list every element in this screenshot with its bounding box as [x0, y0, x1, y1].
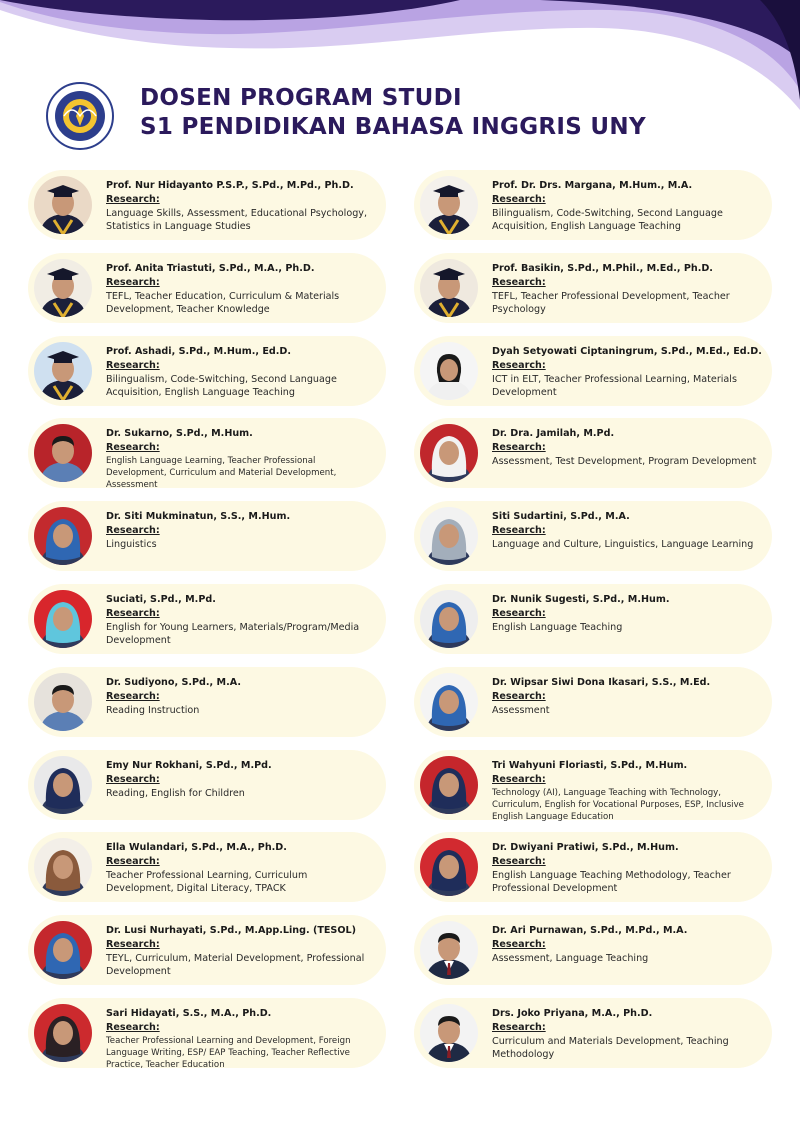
- lecturer-info: [106, 510, 374, 551]
- lecturer-card: [414, 915, 772, 985]
- lecturer-info: [106, 924, 374, 978]
- lecturer-photo: [420, 838, 478, 896]
- lecturer-card: [28, 750, 386, 820]
- lecturer-info: [106, 345, 374, 399]
- research-text: Reading, English for Children: [106, 787, 245, 799]
- lecturer-photo: [34, 673, 92, 731]
- lecturer-photo: [34, 838, 92, 896]
- lecturer-info: [492, 841, 760, 895]
- lecturer-name: Dr. Nunik Sugesti, S.Pd., M.Hum.: [492, 594, 670, 605]
- lecturer-photo: [34, 921, 92, 979]
- research-label: Research:: [106, 939, 160, 951]
- lecturer-name: Suciati, S.Pd., M.Pd.: [106, 594, 216, 605]
- lecturer-card: [414, 667, 772, 737]
- research-text: Assessment, Test Development, Program Development: [492, 456, 757, 468]
- page-title: [140, 84, 646, 142]
- lecturer-card: [414, 501, 772, 571]
- research-label: Research:: [106, 525, 160, 537]
- lecturer-photo: [420, 259, 478, 317]
- lecturer-name: Prof. Basikin, S.Pd., M.Phil., M.Ed., Ph.D.: [492, 262, 713, 274]
- research-text: Assessment, Language Teaching: [492, 953, 649, 965]
- research-label: Research:: [492, 773, 546, 785]
- research-label: Research:: [106, 856, 160, 868]
- lecturer-photo: [34, 1004, 92, 1062]
- research-text: Language Skills, Assessment, Educational Psychology, Statistics in Language Studies: [106, 208, 368, 232]
- research-text: Technology (AI), Language Teaching with Technology, Curriculum, English for Vocational Purposes, ESP, Inclusive English Language Education: [492, 787, 744, 822]
- lecturer-name: Dr. Dra. Jamilah, M.Pd.: [492, 428, 615, 440]
- lecturer-info: [106, 593, 374, 647]
- lecturer-card: [414, 584, 772, 654]
- research-text: Curriculum and Materials Development, Teaching Methodology: [492, 1036, 729, 1060]
- lecturer-name: Dr. Siti Mukminatun, S.S., M.Hum.: [106, 511, 291, 523]
- research-label: Research:: [106, 1022, 160, 1033]
- title-line-2: S1 PENDIDIKAN BAHASA INGGRIS UNY: [140, 114, 646, 140]
- research-text: Assessment: [492, 704, 550, 716]
- lecturer-name: Drs. Joko Priyana, M.A., Ph.D.: [492, 1008, 653, 1019]
- lecturer-card: [28, 832, 386, 902]
- lecturer-photo: [34, 424, 92, 482]
- lecturer-card: [414, 832, 772, 902]
- research-label: Research:: [492, 276, 546, 288]
- lecturer-photo: [420, 507, 478, 565]
- lecturer-card: [28, 667, 386, 737]
- lecturer-info: [106, 841, 374, 895]
- lecturer-photo: [420, 424, 478, 482]
- lecturer-name: Prof. Ashadi, S.Pd., M.Hum., Ed.D.: [106, 345, 291, 357]
- lecturer-card: [28, 501, 386, 571]
- research-text: TEFL, Teacher Education, Curriculum & Materials Development, Teacher Knowledge: [106, 290, 340, 315]
- research-text: Teacher Professional Learning, Curriculum Development, Digital Literacy, TPACK: [106, 870, 308, 895]
- research-label: Research:: [492, 194, 546, 205]
- lecturer-card: [28, 170, 386, 240]
- research-text: Reading Instruction: [106, 704, 200, 716]
- research-text: English Language Teaching: [492, 622, 623, 633]
- lecturer-name: Dr. Lusi Nurhayati, S.Pd., M.App.Ling. (TESOL): [106, 925, 356, 937]
- lecturer-name: Dyah Setyowati Ciptaningrum, S.Pd., M.Ed., Ed.D.: [492, 345, 762, 357]
- lecturer-card: [414, 170, 772, 240]
- lecturer-photo: [420, 921, 478, 979]
- research-text: Language and Culture, Linguistics, Language Learning: [492, 539, 754, 551]
- lecturer-name: Dr. Sudiyono, S.Pd., M.A.: [106, 676, 241, 688]
- research-label: Research:: [492, 359, 546, 371]
- lecturer-name: Sari Hidayati, S.S., M.A., Ph.D.: [106, 1008, 272, 1019]
- research-label: Research:: [106, 773, 160, 785]
- lecturer-name: Prof. Dr. Drs. Margana, M.Hum., M.A.: [492, 180, 693, 191]
- lecturer-photo: [34, 590, 92, 648]
- lecturer-info: [106, 759, 374, 800]
- lecturer-card: [28, 336, 386, 406]
- lecturer-photo: [420, 590, 478, 648]
- lecturer-name: Dr. Dwiyani Pratiwi, S.Pd., M.Hum.: [492, 842, 679, 854]
- research-label: Research:: [106, 359, 160, 371]
- research-label: Research:: [106, 608, 160, 619]
- research-label: Research:: [492, 690, 546, 702]
- lecturer-info: [492, 924, 760, 965]
- university-seal-icon: [46, 82, 114, 150]
- lecturer-info: [106, 1007, 374, 1071]
- research-text: English Language Teaching Methodology, Teacher Professional Development: [492, 870, 731, 895]
- lecturer-photo: [420, 176, 478, 234]
- lecturer-card: [28, 584, 386, 654]
- lecturer-info: [492, 510, 760, 551]
- lecturer-photo: [34, 507, 92, 565]
- lecturer-info: [106, 676, 374, 717]
- lecturer-info: [492, 427, 760, 468]
- lecturer-info: [106, 262, 374, 316]
- lecturer-info: [492, 262, 760, 316]
- lecturer-card: [28, 915, 386, 985]
- lecturer-name: Siti Sudartini, S.Pd., M.A.: [492, 511, 630, 523]
- research-text: Linguistics: [106, 539, 157, 551]
- lecturer-card: [414, 998, 772, 1068]
- research-text: TEFL, Teacher Professional Development, Teacher Psychology: [492, 290, 730, 315]
- research-text: Bilingualism, Code-Switching, Second Language Acquisition, English Language Teaching: [106, 373, 337, 398]
- lecturer-info: [492, 345, 760, 399]
- lecturer-card: [28, 418, 386, 491]
- lecturer-card: [28, 253, 386, 323]
- lecturer-photo: [34, 756, 92, 814]
- research-label: Research:: [492, 856, 546, 868]
- lecturer-info: [492, 179, 760, 233]
- research-label: Research:: [492, 1022, 546, 1033]
- research-label: Research:: [492, 442, 546, 454]
- research-text: Bilingualism, Code-Switching, Second Language Acquisition, English Language Teaching: [492, 208, 723, 232]
- lecturer-name: Prof. Anita Triastuti, S.Pd., M.A., Ph.D.: [106, 262, 315, 274]
- lecturer-card: [414, 750, 772, 820]
- lecturer-info: [492, 1007, 760, 1061]
- lecturer-info: [106, 427, 374, 491]
- research-label: Research:: [492, 525, 546, 537]
- title-line-1: DOSEN PROGRAM STUDI: [140, 85, 462, 111]
- lecturer-photo: [420, 342, 478, 400]
- lecturer-photo: [420, 673, 478, 731]
- research-label: Research:: [106, 194, 160, 205]
- lecturer-name: Emy Nur Rokhani, S.Pd., M.Pd.: [106, 759, 272, 771]
- lecturer-name: Dr. Ari Purnawan, S.Pd., M.Pd., M.A.: [492, 925, 688, 937]
- lecturer-card: [414, 418, 772, 488]
- research-label: Research:: [492, 939, 546, 951]
- lecturer-name: Dr. Sukarno, S.Pd., M.Hum.: [106, 428, 253, 440]
- research-label: Research:: [492, 608, 546, 619]
- lecturer-photo: [420, 1004, 478, 1062]
- lecturer-card: [414, 253, 772, 323]
- lecturer-card: [414, 336, 772, 406]
- lecturer-photo: [34, 176, 92, 234]
- research-text: English Language Learning, Teacher Professional Development, Curriculum and Material Development, Assessment: [106, 456, 337, 491]
- lecturer-name: Dr. Wipsar Siwi Dona Ikasari, S.S., M.Ed.: [492, 676, 711, 688]
- research-label: Research:: [106, 690, 160, 702]
- page-header: [46, 80, 766, 150]
- research-text: Teacher Professional Learning and Development, Foreign Language Writing, ESP/ EAP Teaching, Teacher Reflective Practice, Teacher Education: [106, 1036, 351, 1070]
- research-text: English for Young Learners, Materials/Program/Media Development: [106, 622, 360, 646]
- lecturer-photo: [420, 756, 478, 814]
- lecturer-info: [106, 179, 374, 233]
- lecturer-info: [492, 676, 760, 717]
- lecturer-photo: [34, 259, 92, 317]
- research-text: ICT in ELT, Teacher Professional Learning, Materials Development: [492, 373, 737, 398]
- research-text: TEYL, Curriculum, Material Development, Professional Development: [106, 953, 365, 978]
- lecturer-photo: [34, 342, 92, 400]
- lecturer-name: Prof. Nur Hidayanto P.S.P., S.Pd., M.Pd., Ph.D.: [106, 180, 354, 191]
- lecturer-name: Tri Wahyuni Floriasti, S.Pd., M.Hum.: [492, 759, 688, 771]
- lecturer-info: [492, 759, 760, 823]
- lecturer-card: [28, 998, 386, 1068]
- research-label: Research:: [106, 442, 160, 454]
- lecturer-name: Ella Wulandari, S.Pd., M.A., Ph.D.: [106, 842, 287, 854]
- research-label: Research:: [106, 276, 160, 288]
- lecturer-info: [492, 593, 760, 634]
